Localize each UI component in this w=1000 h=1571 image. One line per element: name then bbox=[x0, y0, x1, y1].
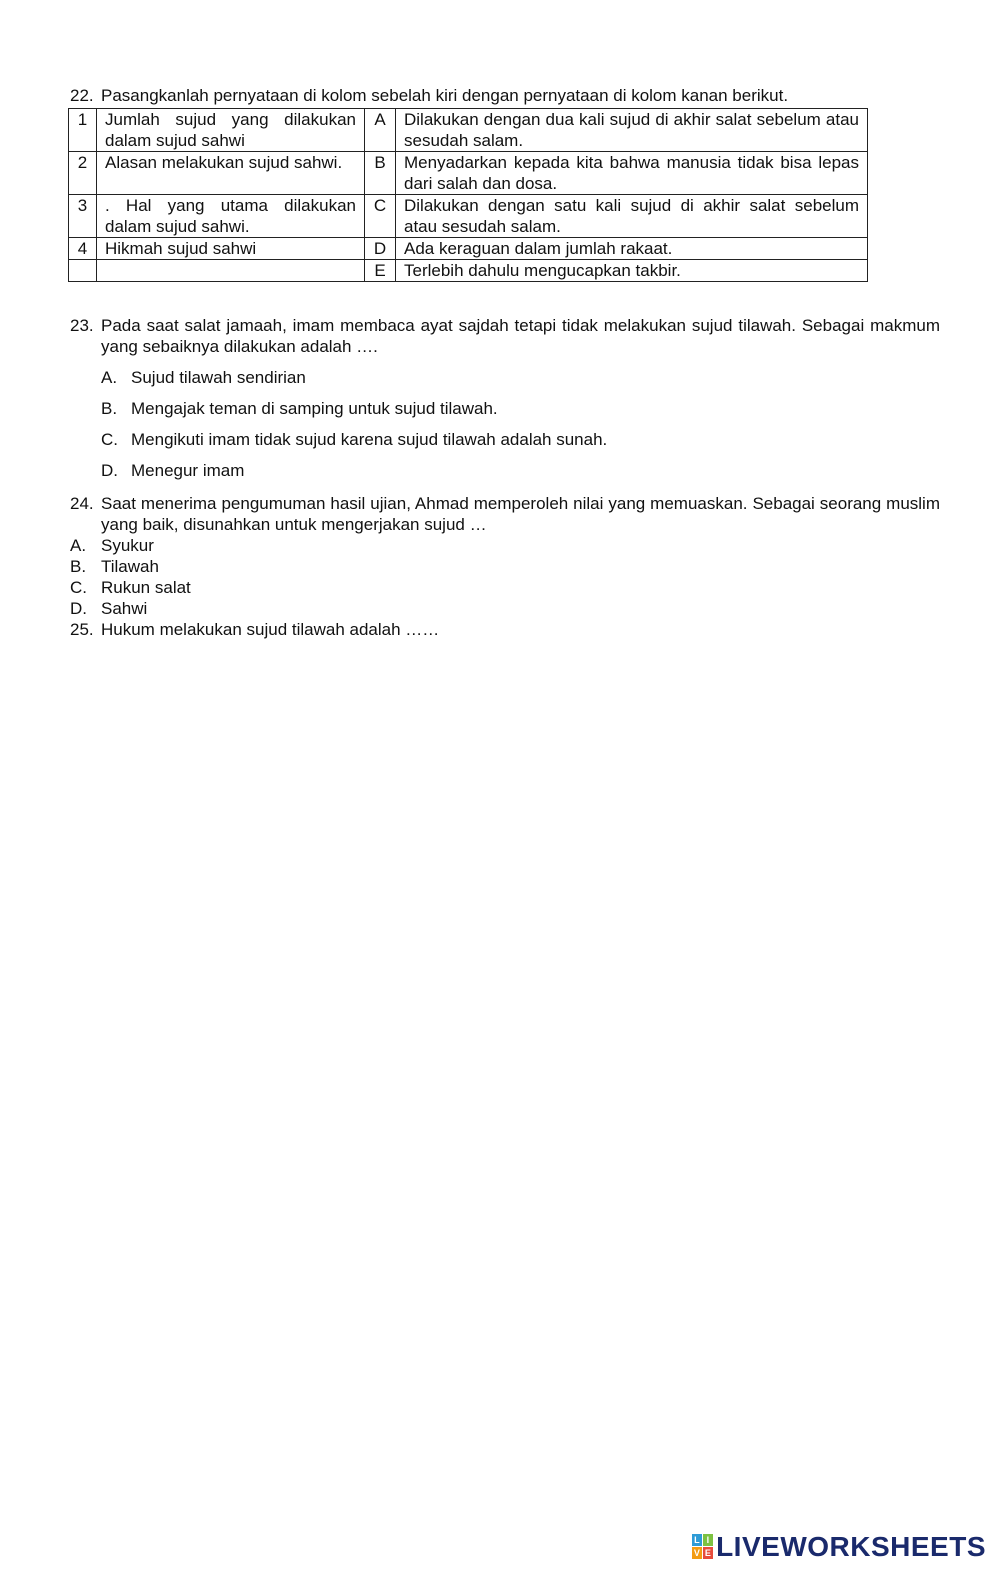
table-row bbox=[69, 195, 868, 238]
option-text: Mengajak teman di samping untuk sujud tilawah. bbox=[131, 399, 498, 418]
left-statement: Jumlah sujud yang dilakukan dalam sujud sahwi bbox=[97, 109, 365, 152]
option-letter: B. bbox=[70, 557, 87, 576]
logo-mark-icon bbox=[692, 1534, 713, 1559]
option-c[interactable] bbox=[101, 429, 607, 450]
row-number: 2 bbox=[69, 152, 97, 195]
table-row bbox=[69, 152, 868, 195]
question-text: Pada saat salat jamaah, imam membaca ayat sajdah tetapi tidak melakukan sujud tilawah. Sebagai makmum yang sebaiknya dilakukan adalah …. bbox=[101, 316, 940, 356]
row-number: 1 bbox=[69, 109, 97, 152]
option-text: Tilawah bbox=[101, 557, 159, 576]
left-statement: Alasan melakukan sujud sahwi. bbox=[97, 152, 365, 195]
option-c[interactable] bbox=[70, 577, 439, 598]
option-b[interactable] bbox=[70, 556, 439, 577]
table-row bbox=[69, 260, 868, 282]
option-letter: D. bbox=[101, 461, 118, 480]
right-statement: Dilakukan dengan satu kali sujud di akhir salat sebelum atau sesudah salam. bbox=[396, 195, 868, 238]
row-number: 4 bbox=[69, 238, 97, 260]
question-number: 23. bbox=[70, 316, 94, 335]
option-text: Sujud tilawah sendirian bbox=[131, 368, 306, 387]
options-23 bbox=[101, 367, 607, 491]
right-statement: Terlebih dahulu mengucapkan takbir. bbox=[396, 260, 868, 282]
option-text: Syukur bbox=[101, 536, 154, 555]
options-24 bbox=[70, 535, 439, 640]
question-23 bbox=[70, 315, 940, 357]
left-statement: . Hal yang utama dilakukan dalam sujud sahwi. bbox=[97, 195, 365, 238]
logo-mark-letter: V bbox=[693, 1548, 701, 1558]
row-number: 3 bbox=[69, 195, 97, 238]
question-25 bbox=[70, 619, 439, 640]
option-letter: B. bbox=[101, 399, 118, 418]
table-row bbox=[69, 238, 868, 260]
logo-mark-letter: I bbox=[703, 1534, 713, 1546]
option-letter: A. bbox=[70, 536, 87, 555]
option-letter: C. bbox=[70, 578, 87, 597]
option-d[interactable] bbox=[101, 460, 607, 481]
left-statement bbox=[97, 260, 365, 282]
question-number: 25. bbox=[70, 620, 94, 639]
option-text: Mengikuti imam tidak sujud karena sujud tilawah adalah sunah. bbox=[131, 430, 608, 449]
option-letter: C. bbox=[101, 430, 118, 449]
right-statement: Dilakukan dengan dua kali sujud di akhir salat sebelum atau sesudah salam. bbox=[396, 109, 868, 152]
option-text: Menegur imam bbox=[131, 461, 245, 480]
matching-table bbox=[68, 108, 868, 282]
table-row bbox=[69, 109, 868, 152]
logo-text: LIVEWORKSHEETS bbox=[716, 1531, 986, 1562]
option-a[interactable] bbox=[101, 367, 607, 388]
question-number: 22. bbox=[70, 86, 94, 105]
option-text: Sahwi bbox=[101, 599, 148, 618]
question-text: Pasangkanlah pernyataan di kolom sebelah kiri dengan pernyataan di kolom kanan berikut. bbox=[101, 86, 789, 105]
option-b[interactable] bbox=[101, 398, 607, 419]
row-number bbox=[69, 260, 97, 282]
option-a[interactable] bbox=[70, 535, 439, 556]
question-22 bbox=[70, 85, 940, 106]
right-statement: Ada keraguan dalam jumlah rakaat. bbox=[396, 238, 868, 260]
option-d[interactable] bbox=[70, 598, 439, 619]
logo-mark-letter: E bbox=[704, 1548, 712, 1558]
answer-key: B bbox=[365, 152, 396, 195]
logo-mark-letter: L bbox=[694, 1535, 701, 1545]
question-text: Hukum melakukan sujud tilawah adalah …… bbox=[101, 620, 440, 639]
left-statement: Hikmah sujud sahwi bbox=[97, 238, 365, 260]
answer-key: E bbox=[365, 260, 396, 282]
right-statement: Menyadarkan kepada kita bahwa manusia tidak bisa lepas dari salah dan dosa. bbox=[396, 152, 868, 195]
liveworksheets-logo bbox=[692, 1531, 986, 1562]
question-24 bbox=[70, 493, 940, 535]
option-text: Rukun salat bbox=[101, 578, 191, 597]
question-number: 24. bbox=[70, 494, 94, 513]
option-letter: D. bbox=[70, 599, 87, 618]
question-text: Saat menerima pengumuman hasil ujian, Ahmad memperoleh nilai yang memuaskan. Sebagai seorang muslim yang baik, disunahkan untuk mengerjakan sujud … bbox=[101, 494, 940, 534]
answer-key: D bbox=[365, 238, 396, 260]
answer-key: C bbox=[365, 195, 396, 238]
option-letter: A. bbox=[101, 368, 118, 387]
answer-key: A bbox=[365, 109, 396, 152]
